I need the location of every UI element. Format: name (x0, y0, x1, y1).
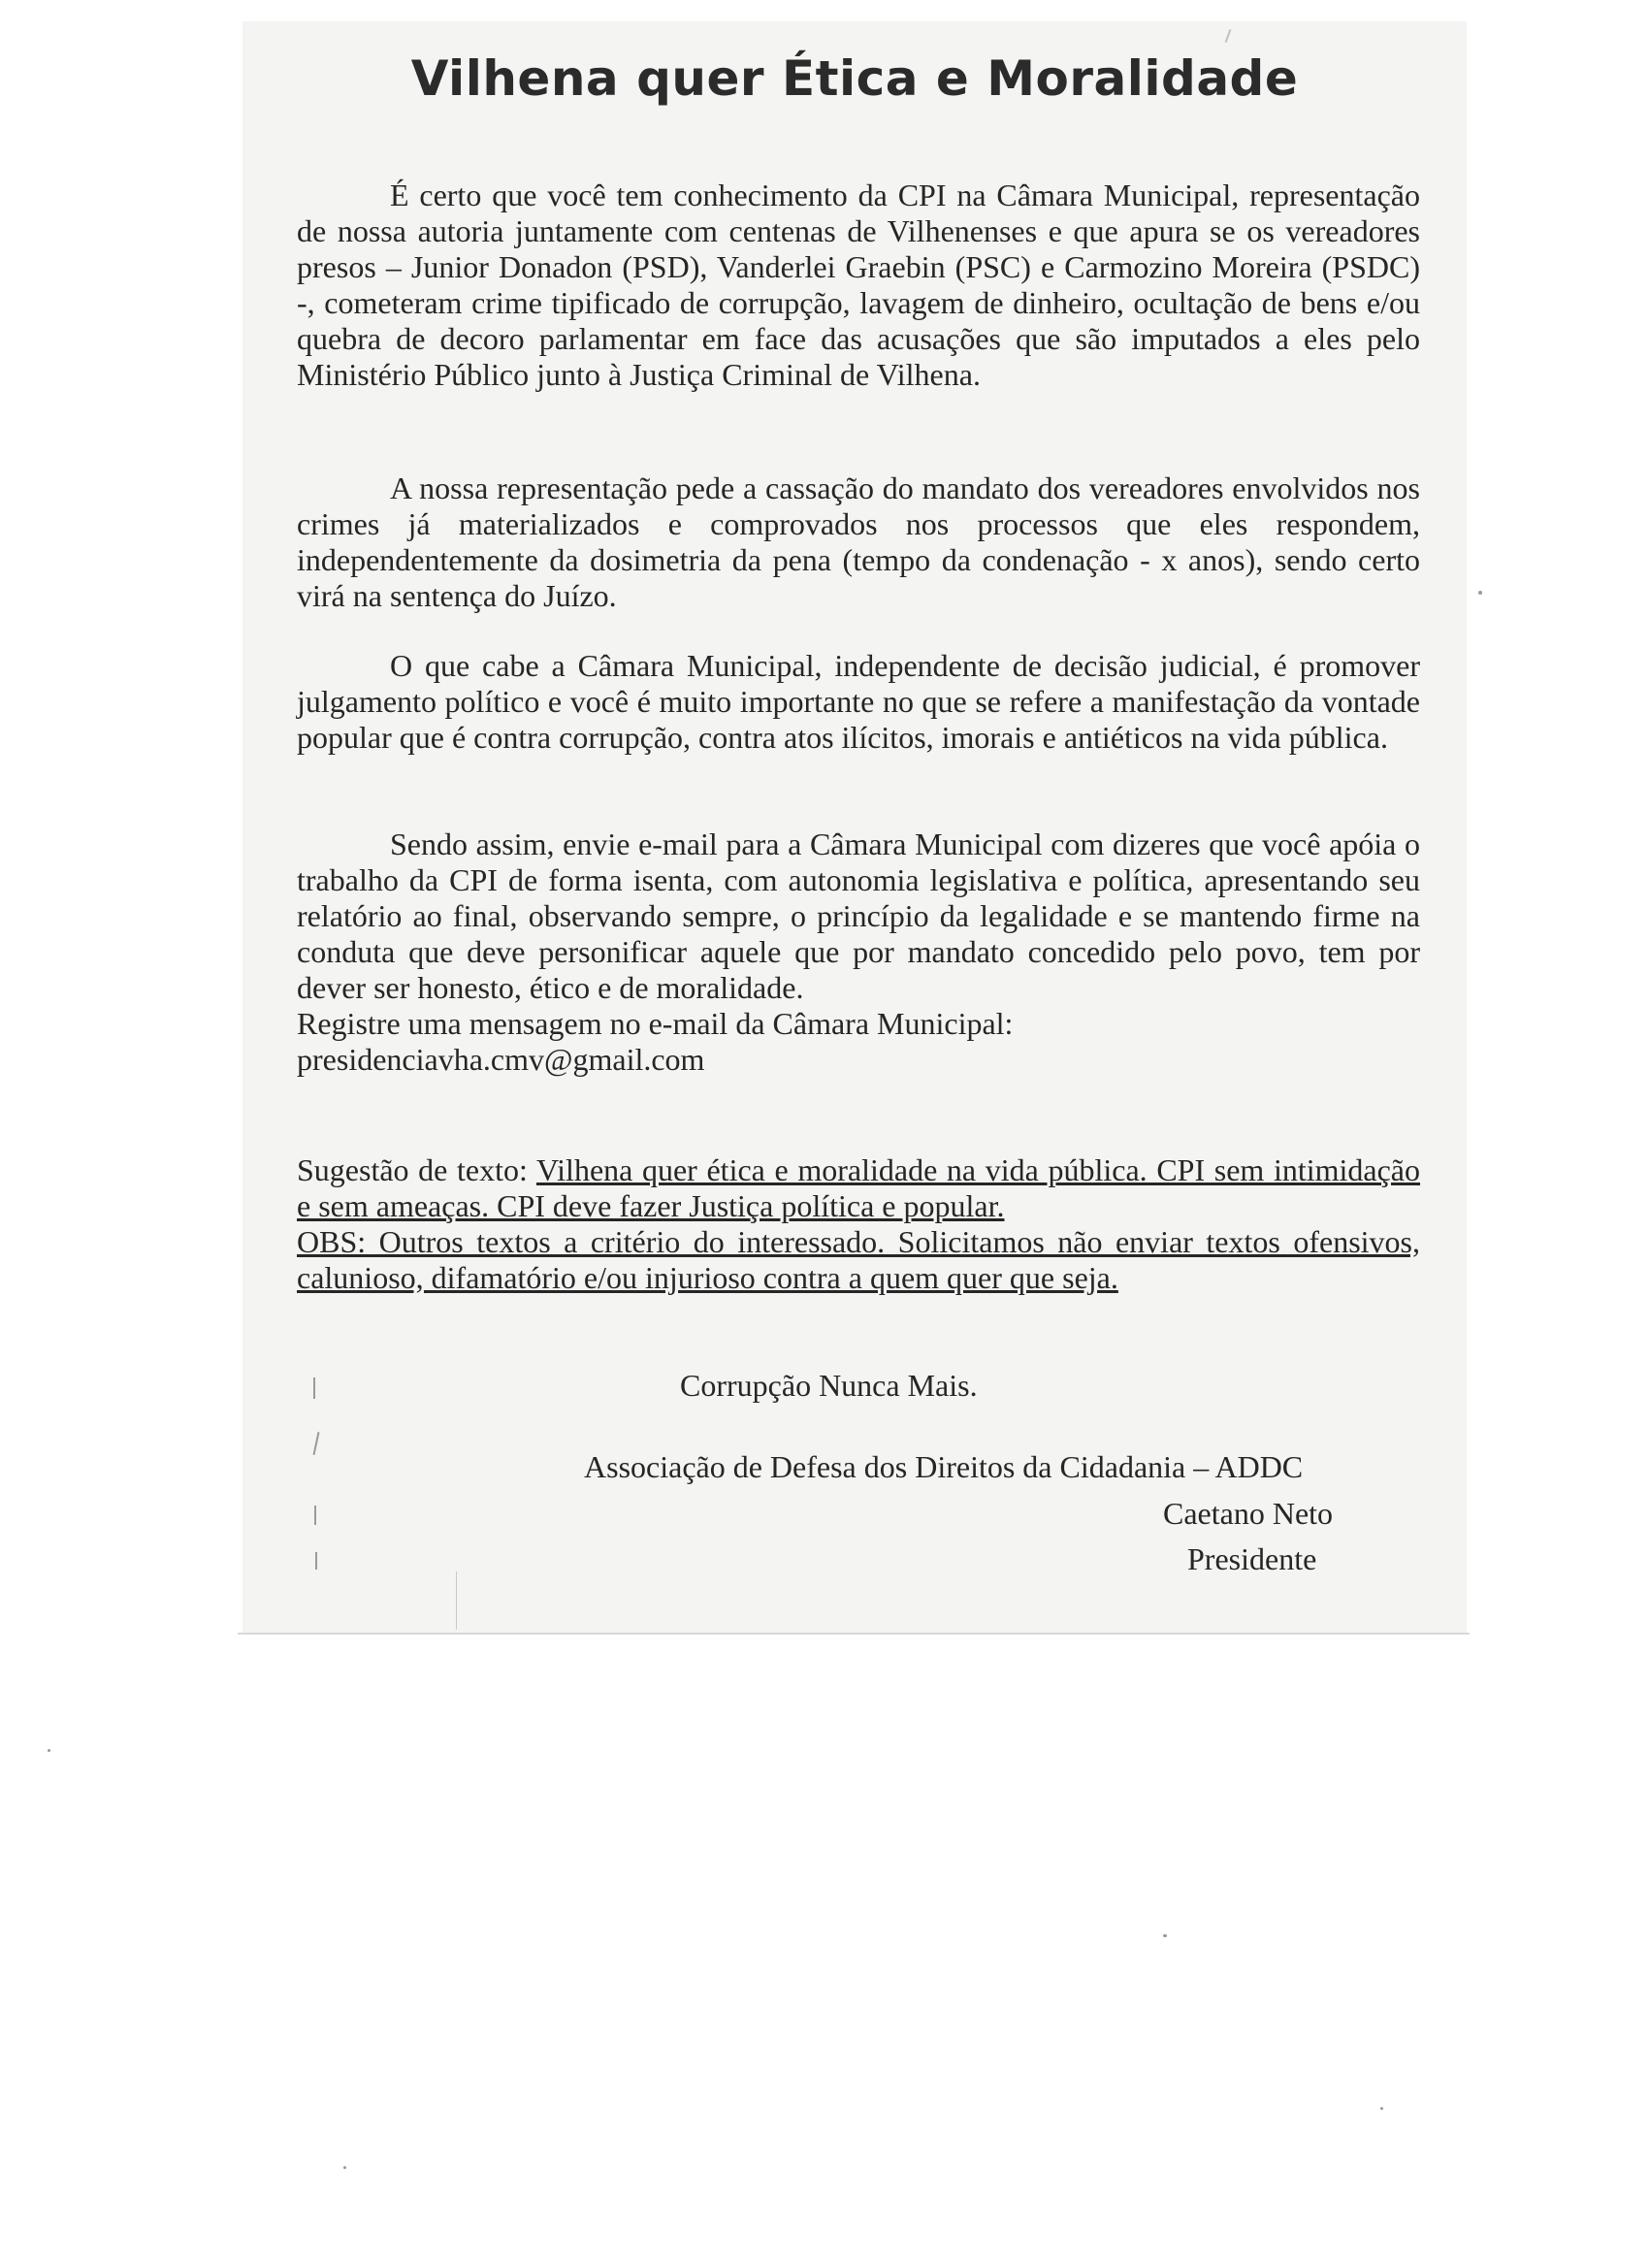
organization-name: Associação de Defesa dos Direitos da Cidadania – ADDC (584, 1449, 1304, 1484)
suggestion-paragraph (297, 1152, 1420, 1224)
paragraph-3: O que cabe a Câmara Municipal, independente de decisão judicial, é promover julgamento político e você é muito importante no que se refere a manifestação da vontade popular que é contra corrupção, contra atos ilícitos, imorais e antiéticos na vida pública. (297, 648, 1420, 755)
suggestion-label: Sugestão de texto: (297, 1152, 528, 1187)
scan-mark (48, 1749, 50, 1752)
scan-mark (314, 1506, 316, 1525)
paragraph-1: É certo que você tem conhecimento da CPI na Câmara Municipal, representação de nossa autoria juntamente com centenas de Vilhenenses e que apura se os vereadores presos – Junior Donadon (PSD), Vanderlei Graebin (PSC) e Carmozino Moreira (PSDC) -, cometeram crime tipificado de corrupção, lavagem de dinheiro, ocultação de bens e/ou quebra de decoro parlamentar em face das acusações que são imputados a eles pelo Ministério Público junto à Justiça Criminal de Vilhena. (297, 178, 1420, 392)
scan-mark (343, 2166, 346, 2169)
scan-mark (313, 1377, 315, 1399)
obs-note: OBS: Outros textos a critério do interessado. Solicitamos não enviar textos ofensivos, calunioso, difamatório e/ou injurioso contra a quem quer que seja. (297, 1224, 1420, 1295)
scan-mark (315, 1552, 317, 1570)
scan-mark (1163, 1934, 1167, 1937)
document-title: Vilhena quer Ética e Moralidade (410, 50, 1299, 107)
paragraph-4: Sendo assim, envie e-mail para a Câmara Municipal com dizeres que você apóia o trabalho da CPI de forma isenta, com autonomia legislativa e política, apresentando seu relatório ao final, observando sempre, o princípio da legalidade e se mantendo firme na conduta que deve personificar aquele que por mandato concedido pelo povo, tem por dever ser honesto, ético e de moralidade. (297, 826, 1420, 1005)
paragraph-4-block (297, 826, 1420, 1078)
scan-mark (1380, 2107, 1383, 2110)
email-address: presidenciavha.cmv@gmail.com (297, 1042, 705, 1077)
scan-mark (456, 1571, 457, 1630)
register-line: Registre uma mensagem no e-mail da Câmara Municipal: (297, 1006, 1014, 1041)
closing-line: Corrupção Nunca Mais. (680, 1368, 978, 1403)
scan-edge-line (238, 1633, 1470, 1635)
signer-title: Presidente (1187, 1541, 1317, 1576)
signer-name: Caetano Neto (1163, 1496, 1334, 1531)
suggestion-text: Vilhena quer ética e moralidade na vida pública. CPI sem intimidação e sem ameaças. CPI deve fazer Justiça política e popular. (297, 1152, 1421, 1223)
suggestion-block (297, 1152, 1420, 1296)
paragraph-2: A nossa representação pede a cassação do mandato dos vereadores envolvidos nos crimes já materializados e comprovados nos processos que eles respondem, independentemente da dosimetria da pena (tempo da condenação - x anos), sendo certo virá na sentença do Juízo. (297, 470, 1420, 613)
scan-mark (1478, 591, 1482, 595)
